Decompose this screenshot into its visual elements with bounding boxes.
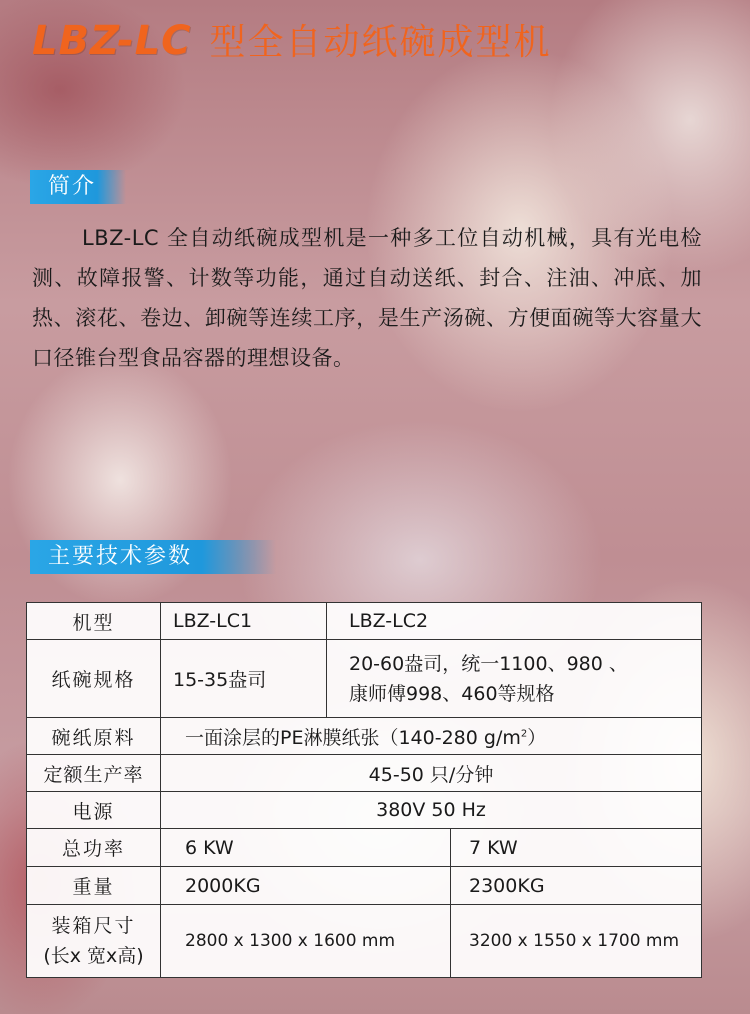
intro-heading — [30, 170, 126, 204]
size-label-line2: (长x 宽x高) — [43, 945, 144, 967]
table-row — [27, 603, 702, 640]
model-1: LBZ-LC1 — [161, 603, 327, 640]
title-model: LBZ-LC — [32, 18, 192, 64]
model-label: 机型 — [27, 603, 161, 640]
table-row — [27, 640, 702, 718]
size-1: 2800 x 1300 x 1600 mm — [161, 905, 451, 977]
power-value: 380V 50 Hz — [161, 792, 702, 829]
bowl-1: 15-35盎司 — [161, 640, 327, 718]
table-row — [27, 905, 702, 978]
total-power-label: 总功率 — [27, 829, 161, 867]
bowl-2-line2: 康师傅998、460等规格 — [349, 682, 555, 705]
table-row — [27, 792, 702, 829]
rate-label: 定额生产率 — [27, 755, 161, 792]
paper-value-close: ） — [527, 726, 547, 749]
size-values — [161, 905, 702, 978]
page-title — [32, 14, 552, 70]
specs-heading — [30, 540, 276, 574]
table-row — [27, 829, 702, 867]
paper-label: 碗纸原料 — [27, 718, 161, 755]
table-row — [27, 718, 702, 755]
weight-1: 2000KG — [161, 867, 451, 904]
size-2: 3200 x 1550 x 1700 mm — [469, 931, 680, 951]
paper-value-sup: 2 — [520, 728, 528, 740]
rate-value: 45-50 只/分钟 — [161, 755, 702, 792]
power-label: 电源 — [27, 792, 161, 829]
specs-heading-label: 主要技术参数 — [48, 544, 193, 569]
intro-heading-label: 简介 — [48, 174, 97, 199]
weight-label: 重量 — [27, 867, 161, 905]
weight-2: 2300KG — [469, 874, 545, 897]
paper-value-text: 一面涂层的PE淋膜纸张（140-280 g/m — [185, 726, 521, 749]
size-label — [27, 905, 161, 978]
bowl-2 — [327, 640, 702, 718]
total-power-values — [161, 829, 702, 867]
title-name: 型全自动纸碗成型机 — [209, 22, 552, 63]
model-2: LBZ-LC2 — [327, 603, 702, 640]
intro-paragraph: LBZ-LC 全自动纸碗成型机是一种多工位自动机械，具有光电检测、故障报警、计数等功能，通过自动送纸、封合、注油、冲底、加热、滚花、卷边、卸碗等连续工序，是生产汤碗、方便面碗等大容量大口径锥台型食品容器的理想设备。 — [32, 226, 702, 370]
bowl-label: 纸碗规格 — [27, 640, 161, 718]
table-row — [27, 755, 702, 792]
paper-value — [161, 718, 702, 755]
specs-table — [26, 602, 702, 978]
total-power-2: 7 KW — [469, 836, 518, 859]
weight-values — [161, 867, 702, 905]
table-row — [27, 867, 702, 905]
total-power-1: 6 KW — [161, 829, 451, 866]
size-label-line1: 装箱尺寸 — [51, 915, 136, 937]
bowl-2-line1: 20-60盎司，统一1100、980 、 — [349, 652, 628, 675]
